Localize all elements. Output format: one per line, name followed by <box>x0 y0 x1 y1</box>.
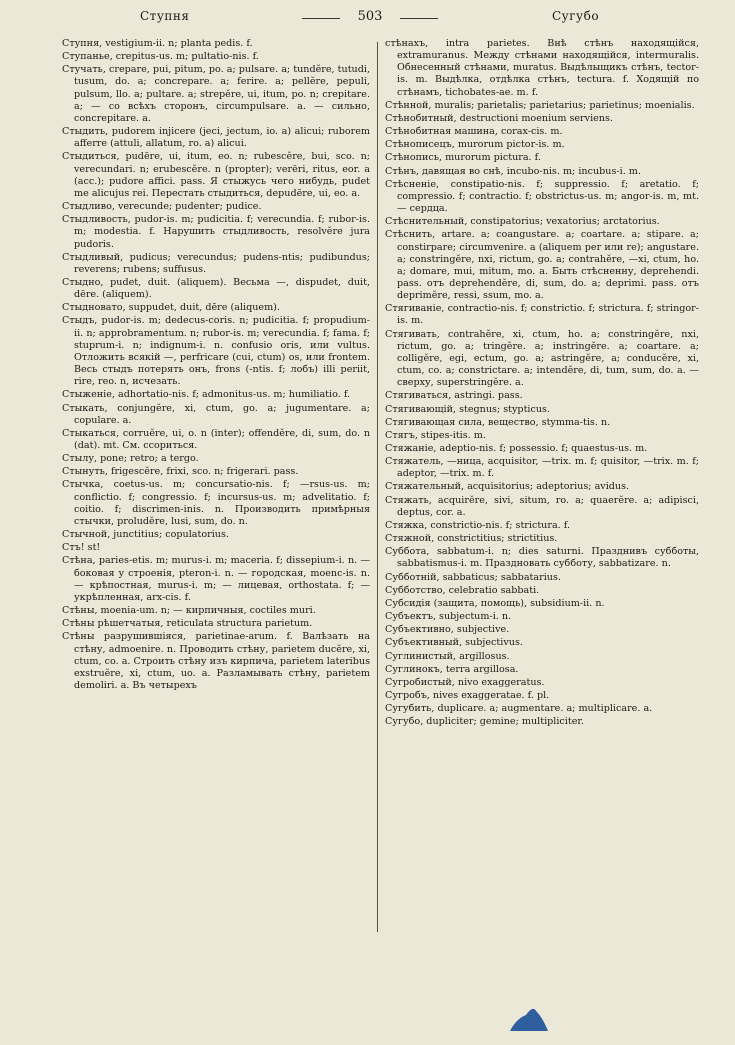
page-number: 503 <box>300 9 440 24</box>
dictionary-entry: Стягивать, contrahĕre, xi, ctum, ho. a; constringĕre, nxi, rictum, go. a; tringĕre. a; instringĕre. a; coartare. a; colligĕre, egi, ectum, go. a; astringĕre, a; conducĕre, xi, ctum, co. a; constrictare. a; intendĕre, di, tum, sum, do. a. — сверху, superstringĕre. a. <box>385 328 699 389</box>
column-divider <box>377 42 378 932</box>
dictionary-entry: Стяжать, acquirĕre, sivi, situm, ro. a; quaerĕre. a; adipisci, deptus, cor. a. <box>385 494 699 518</box>
dictionary-entry: Стягивающая сила, вещество, stymma-tis. n. <box>385 416 611 428</box>
dictionary-entry: Ступанье, crepitus-us. m; pultatio-nis. f. <box>62 51 259 63</box>
dictionary-entry: Стыдливость, pudor-is. m; pudicitia. f; verecundia. f; rubor-is. m; modestia. f. Нарушить стыдливость, resolvĕre jura pudoris. <box>62 214 370 250</box>
dictionary-entry: Стѣны, moenia-um. n; — кирпичныя, coctiles muri. <box>62 605 316 617</box>
dictionary-entry: Сугубо, dupliciter; gemine; multipliciter. <box>385 716 584 728</box>
dictionary-entry: Стѣнной, muralis; parietalis; parietarius; parietinus; moenialis. <box>385 99 695 111</box>
dictionary-entry: Стынуть, frigescĕre, frixi, sco. n; frigerari. pass. <box>62 466 299 478</box>
dictionary-entry: Субъективно, subjective. <box>385 624 510 636</box>
page-header <box>0 9 735 31</box>
header-right-word: Сугубо <box>552 9 600 23</box>
header-left-word: Ступня <box>140 9 190 23</box>
dictionary-entry: Суглинокъ, terra argillosa. <box>385 663 519 675</box>
dictionary-entry: Стяжка, constrictio-nis. f; strictura. f. <box>385 519 571 531</box>
dictionary-entry: Стѣнописецъ, murorum pictor-is. m. <box>385 139 565 151</box>
dictionary-entry: Субсидія (защита, помощь), subsidium-ii. n. <box>385 597 605 609</box>
dictionary-entry: Субъектъ, subjectum-i. n. <box>385 611 512 623</box>
dictionary-entry: Стягъ, stipes-itis. m. <box>385 429 486 441</box>
dictionary-entry: Стѣны рѣшетчатыя, reticulata structura parietum. <box>62 618 313 630</box>
dictionary-entry: Стѣсненіе, constipatio-nis. f; suppressio. f; aretatio. f; compressio. f; contractio. f; obstrictus-us. m; angor-is. m, mt. — сердца. <box>385 178 699 215</box>
dictionary-entry: Стыкаться, corruĕre, ui, o. n (inter); offendĕre, di, sum, do. n (dat). mt. См. ссориться. <box>62 427 370 451</box>
dictionary-entry: Ступня, vestigium-ii. n; planta pedis. f. <box>62 38 253 49</box>
dictionary-entry: Суббота, sabbatum-i. n; dies saturni. Празднивъ субботы, sabbatismus-i. m. Праздновать субботу, sabbatizare. n. <box>385 546 699 570</box>
dictionary-entry: Стягиваніе, contractio-nis. f; constrictio. f; strictura. f; stringor-is. m. <box>385 303 699 327</box>
dictionary-entry: Стыдливо, verecunde; pudenter; pudice. <box>62 201 262 213</box>
dictionary-entry: Стыдъ, pudor-is. m; dedecus-coris. n; pudicitia. f; propudium-ii. n; approbramentum. n; rubor-is. m; verecundia. f; fama. f; stuprum-i. n; indignum-i. n. confusio oris, или vultus. Отложить всякій —, perfricare (cui, ctum) os, или frontem. Весь стыдъ потерять онъ, frons (-ntis. f; лобъ) illi periit, rire, reo. n, исчезать. <box>62 315 370 388</box>
dictionary-entry: Субботній, sabbaticus; sabbatarius. <box>385 571 561 583</box>
dictionary-entry: Стѣнобитный, destructioni moenium serviens. <box>385 112 613 124</box>
dictionary-entry: Стѣны разрушившіяся, parietinae-arum. f. Валѣзать на стѣну, admoenire. n. Проводить стѣну, parietem ducĕre, xi, ctum, co. a. Строить стѣну изъ кирпича, parietem lateribus exstruĕre, xi, ctum, uo. a. Разламывать стѣну, parietem demoliri. a. Въ четырехъ <box>62 631 370 691</box>
ink-blot-mark <box>508 1005 548 1031</box>
dictionary-entry: Стяжатель, —ница, acquisitor, —trix. m. f; quisitor, —trix. m. f; adeptor, —trix. m. f. <box>385 456 699 480</box>
left-column <box>62 38 370 693</box>
dictionary-entry: Стягивающій, stegnus; stypticus. <box>385 403 551 415</box>
dictionary-entry: Стычной, junctitius; copulatorius. <box>62 529 229 541</box>
dictionary-entry: Стыдиться, pudēre, ui, itum, eo. n; rubescĕre, bui, sco. n; verecundari. n; erubescĕre. n (propter); verēri, ritus, eor. a (acc.); pudore affici. pass. Я стыжусь чего нибудь, pudet me alicujus rei. Перестать стыдиться, depudēre, ui, eo. a. <box>62 151 370 199</box>
dictionary-entry: Стыдновато, suppudet, duit, dēre (aliquem). <box>62 302 280 314</box>
dictionary-entry: Стыкать, conjungĕre, xi, ctum, go. a; jugumentare. a; copulare. a. <box>62 402 370 426</box>
dictionary-entry: Стылу, pone; retro; a tergo. <box>62 453 199 465</box>
dictionary-entry: Стѣна, paries-etis. m; murus-i. m; maceria. f; dissepium-i. n. — боковая у строенія, pteron-i. n. — городская, moenc-is. n. — крѣпостная, murus-i. m; — лицевая, orthostata. f; — укрѣпленная, arx-cis. f. <box>62 555 370 603</box>
dictionary-entry: Сугубить, duplicare. a; augmentare. a; multiplicare. a. <box>385 703 653 715</box>
right-column <box>385 38 699 729</box>
dictionary-entry: стѣнахъ, intra parietes. Внѣ стѣнъ находящійся, extramuranus. Между стѣнами находящійся, intermuralis. Обнесенный стѣнами, muratus. Выдѣлыщикъ стѣнъ, tector-is. m. Выдѣлка, отдѣлка стѣнъ, tectura. f. Ходящій по стѣнамъ, tichobates-ae. m. f. <box>385 38 699 98</box>
dictionary-entry: Стяжной, constrictitius; strictitius. <box>385 533 558 545</box>
dictionary-entry: Стѣснить, artare. a; coangustare. a; coartare. a; stipare. a; constirpare; circumvenire. a (aliquem per или re); angustare. a; constringĕre, nxi, rictum, go. a; contrahĕre, —xi, ctum, ho. a; domare, mui, mitum, mo. a. Быть стѣсненну, deprehendi. pass. отъ deprehendĕre, di, sum, do. a; deprimi. pass. отъ deprimĕre, ressi, ssum, mo. a. <box>385 229 699 302</box>
dictionary-entry: Субботство, celebratio sabbati. <box>385 584 540 596</box>
dictionary-entry: Стѣнъ, давящая во снѣ, incubo-nis. m; incubus-i. m. <box>385 165 641 177</box>
dictionary-entry: Стыдить, pudorem injicere (jeci, jectum, io. a) alicui; ruborem afferre (attuli, allatum, ro. a) alicui. <box>62 126 370 150</box>
dictionary-entry: Сугробистый, nivo exaggeratus. <box>385 676 545 688</box>
dictionary-entry: Сугробъ, nives exaggeratae. f. pl. <box>385 689 550 701</box>
dictionary-entry: Стыженіе, adhortatio-nis. f; admonitus-us. m; humiliatio. f. <box>62 389 351 401</box>
dictionary-entry: Стяжательный, acquisitorius; adeptorius; avidus. <box>385 481 630 493</box>
dictionary-entry: Субъективный, subjectivus. <box>385 637 523 649</box>
dictionary-entry: Стѣнобитная машина, corax-cis. m. <box>385 126 563 138</box>
dictionary-entry: Стъ! st! <box>62 542 101 554</box>
dictionary-entry: Стычка, coetus-us. m; concursatio-nis. f; —rsus-us. m; conflictio. f; congressio. f; incursus-us. m; advelitatio. f; coitio. f; discrimen-inis. n. Производить примѣрныя стычки, proludĕre, lusi, sum, do. n. <box>62 479 370 527</box>
dictionary-entry: Стѣнопись, murorum pictura. f. <box>385 152 541 164</box>
dictionary-entry: Стыдно, pudet, duit. (aliquem). Весьма —, dispudet, duit, dēre. (aliquem). <box>62 276 370 301</box>
dictionary-entry: Стягиваться, astringi. pass. <box>385 390 523 402</box>
dictionary-entry: Стѣснительный, constipatorius; vexatorius; arctatorius. <box>385 216 660 228</box>
dictionary-entry: Стыдливый, pudicus; verecundus; pudens-ntis; pudibundus; reverens; rubens; suffusus. <box>62 251 370 275</box>
dictionary-entry: Стяжаніе, adeptio-nis. f; possessio. f; quaestus-us. m. <box>385 443 648 454</box>
dictionary-entry: Стучать, crepare, pui, pitum, po. a; pulsare. a; tundĕre, tutudi, tusum, do. a; concrepare. a; ferire. a; pellĕre, pepuli, pulsum, llo. a; pultare. a; strepĕre, ui, itum, po. n; crepitare. a; — со всѣхъ сторонъ, circumpulsare. a. — сильно, concrepitare. a. <box>62 64 370 124</box>
dictionary-entry: Суглинистый, argillosus. <box>385 650 510 662</box>
